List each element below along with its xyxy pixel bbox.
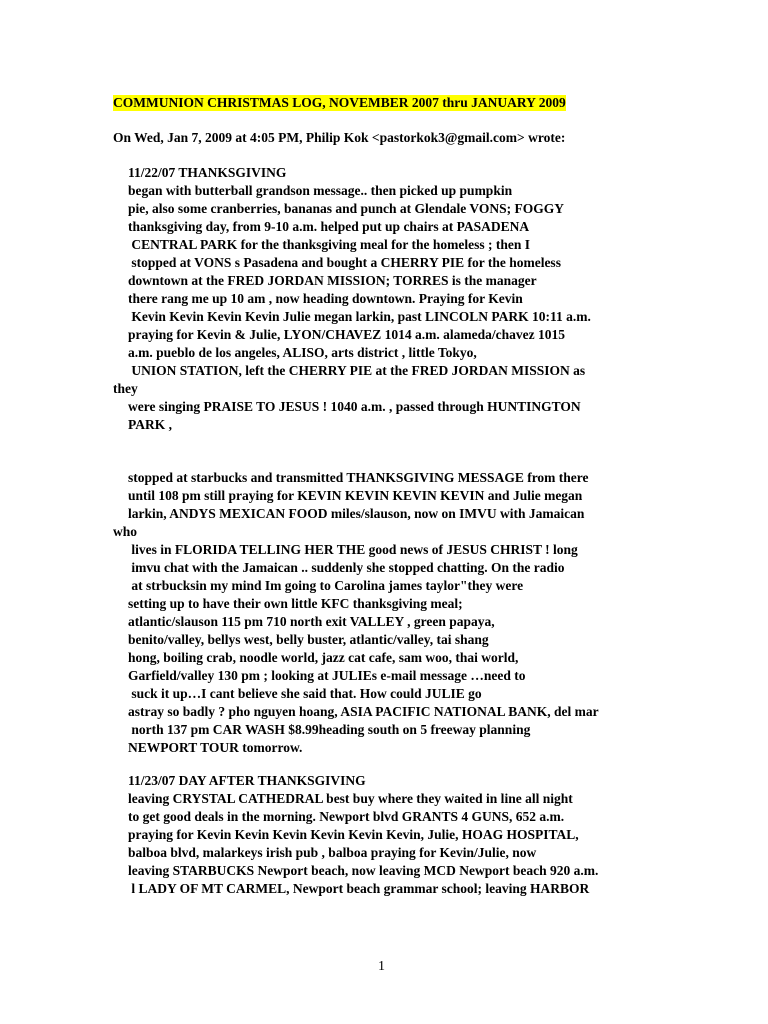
body-line: to get good deals in the morning. Newport blvd GRANTS 4 GUNS, 652 a.m.	[128, 809, 565, 824]
body-line: benito/valley, bellys west, belly buster, atlantic/valley, tai shang	[128, 632, 489, 647]
body-line: lives in FLORIDA TELLING HER THE good news of JESUS CHRIST ! long	[128, 542, 578, 557]
body-line: stopped at starbucks and transmitted THANKSGIVING MESSAGE from there	[128, 470, 589, 485]
body-line: stopped at VONS s Pasadena and bought a CHERRY PIE for the homeless	[128, 255, 561, 270]
body-line: suck it up…I cant believe she said that. How could JULIE go	[128, 686, 482, 701]
body-line: they	[113, 381, 138, 396]
email-header-line: On Wed, Jan 7, 2009 at 4:05 PM, Philip Kok <pastorkok3@gmail.com> wrote:	[113, 130, 566, 145]
body-line: began with butterball grandson message.. then picked up pumpkin	[128, 183, 513, 198]
body-line: atlantic/slauson 115 pm 710 north exit VALLEY , green papaya,	[128, 614, 495, 629]
body-line: imvu chat with the Jamaican .. suddenly she stopped chatting. On the radio	[128, 560, 565, 575]
body-line: praying for Kevin & Julie, LYON/CHAVEZ 1014 a.m. alameda/chavez 1015	[128, 327, 566, 342]
body-line: downtown at the FRED JORDAN MISSION; TORRES is the manager	[128, 273, 537, 288]
body-line: Garfield/valley 130 pm ; looking at JULIEs e-mail message …need to	[128, 668, 526, 683]
body-line: CENTRAL PARK for the thanksgiving meal for the homeless ; then I	[128, 237, 531, 252]
body-line: larkin, ANDYS MEXICAN FOOD miles/slauson, now on IMVU with Jamaican	[128, 506, 585, 521]
body-line: leaving CRYSTAL CATHEDRAL best buy where they waited in line all night	[128, 791, 573, 806]
body-line: l LADY OF MT CARMEL, Newport beach grammar school; leaving HARBOR	[128, 881, 590, 896]
body-line: PARK ,	[128, 417, 172, 432]
body-line: were singing PRAISE TO JESUS ! 1040 a.m. , passed through HUNTINGTON	[128, 399, 581, 414]
body-line: balboa blvd, malarkeys irish pub , balboa praying for Kevin/Julie, now	[128, 845, 537, 860]
page-number: 1	[378, 959, 385, 974]
body-line: there rang me up 10 am , now heading downtown. Praying for Kevin	[128, 291, 523, 306]
body-line: until 108 pm still praying for KEVIN KEVIN KEVIN KEVIN and Julie megan	[128, 488, 583, 503]
document-title: COMMUNION CHRISTMAS LOG, NOVEMBER 2007 thru JANUARY 2009	[113, 95, 566, 110]
body-line: at strbucksin my mind Im going to Carolina james taylor"they were	[128, 578, 524, 593]
body-line: setting up to have their own little KFC thanksgiving meal;	[128, 596, 463, 611]
body-line: astray so badly ? pho nguyen hoang, ASIA PACIFIC NATIONAL BANK, del mar	[128, 704, 599, 719]
body-line: praying for Kevin Kevin Kevin Kevin Kevin Kevin, Julie, HOAG HOSPITAL,	[128, 827, 579, 842]
body-line: UNION STATION, left the CHERRY PIE at the FRED JORDAN MISSION as	[128, 363, 586, 378]
body-line: leaving STARBUCKS Newport beach, now leaving MCD Newport beach 920 a.m.	[128, 863, 599, 878]
body-line: Kevin Kevin Kevin Kevin Julie megan larkin, past LINCOLN PARK 10:11 a.m.	[128, 309, 591, 324]
body-line: NEWPORT TOUR tomorrow.	[128, 740, 303, 755]
body-line: hong, boiling crab, noodle world, jazz cat cafe, sam woo, thai world,	[128, 650, 519, 665]
body-line: pie, also some cranberries, bananas and punch at Glendale VONS; FOGGY	[128, 201, 565, 216]
body-line: north 137 pm CAR WASH $8.99heading south on 5 freeway planning	[128, 722, 531, 737]
body-line: a.m. pueblo de los angeles, ALISO, arts district , little Tokyo,	[128, 345, 477, 360]
body-line: who	[113, 524, 138, 539]
section-heading-thanksgiving: 11/22/07 THANKSGIVING	[128, 165, 287, 180]
section-heading-day-after: 11/23/07 DAY AFTER THANKSGIVING	[128, 773, 366, 788]
body-line: thanksgiving day, from 9-10 a.m. helped put up chairs at PASADENA	[128, 219, 530, 234]
